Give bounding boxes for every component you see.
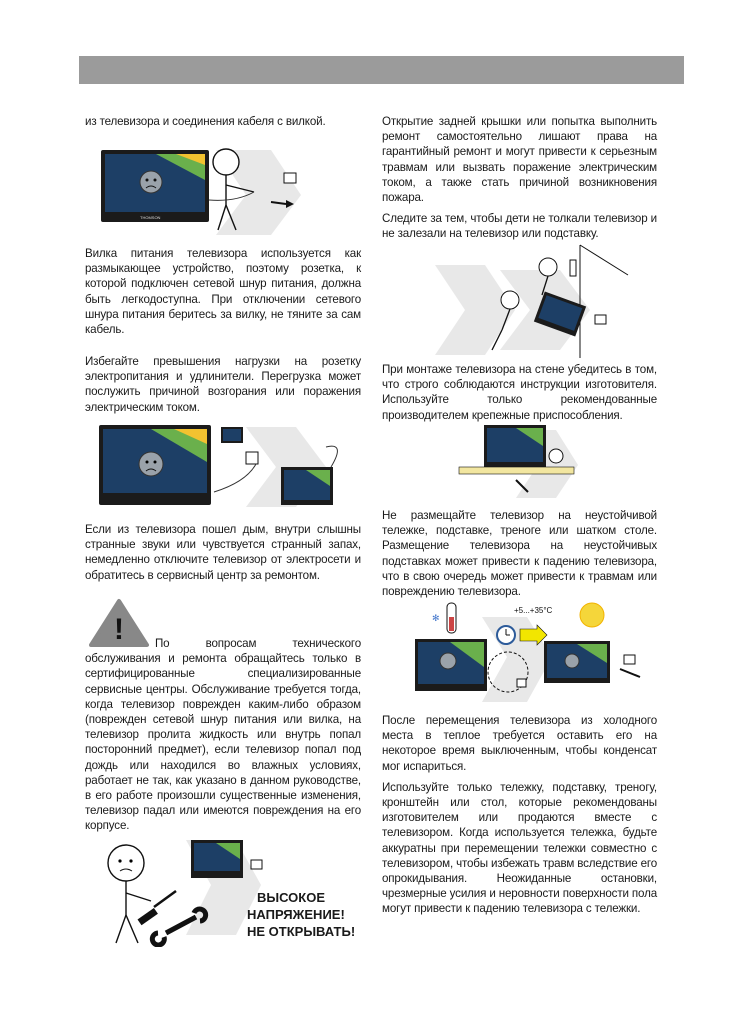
figure-unplug bbox=[96, 140, 306, 235]
left-paragraph-1: из телевизора и соединения кабеля с вилкой. bbox=[85, 115, 326, 128]
left-paragraph-2: Вилка питания телевизора используется как размыкающее устройство, поэтому розетка, к которой подключен сетевой шнур питания, должна быть легкодоступна. При отключении сетевого шнура питания беритесь за вилку, не тяните за сам кабель. bbox=[85, 247, 361, 337]
warning-line-3: НЕ ОТКРЫВАТЬ! bbox=[247, 924, 356, 939]
right-paragraph-1: Открытие задней крышки или попытка выполнить ремонт самостоятельно лишают права на гарантийный ремонт и могут привести к серьезным травмам или вызвать поражение электрическим током, а также стать причиной возникновения пожара. bbox=[382, 115, 657, 205]
right-col-block-4 bbox=[382, 508, 657, 599]
left-paragraph-5: По вопросам технического обслуживания и ремонта обращайтесь только в сертифицированные специализированные сервисные центры. Обслуживание требуется тогда, когда телевизор поврежден каким-либо образом (поврежден сетевой шнур питания или вилка, на телевизор пролита жидкость или внутрь попал посторонний предмет), если телевизор попал под дождь или находился во влажных условиях, работает не так, как указано в данном руководстве, в его работе произошли существенные изменения, телевизор падал или имеются повреждения на его корпусе. bbox=[85, 637, 361, 833]
figure-children bbox=[430, 240, 630, 358]
right-paragraph-5: После перемещения телевизора из холодного места в теплое требуется оставить его на некоторое время выключенным, чтобы конденсат мог испариться. bbox=[382, 714, 657, 773]
header-bar bbox=[79, 56, 684, 84]
left-column bbox=[85, 114, 361, 129]
warning-exclamation: ! bbox=[114, 613, 124, 646]
right-paragraph-2: Следите за тем, чтобы дети не толкали телевизор и не залезали на телевизор или подставку. bbox=[382, 212, 657, 241]
figure-overload bbox=[96, 422, 356, 512]
left-col-block-4 bbox=[85, 522, 361, 583]
temperature-label: +5...+35°C bbox=[514, 606, 553, 615]
left-paragraph-3: Избегайте превышения нагрузки на розетку электропитания и удлинители. Перегрузка может послужить причиной возгорания или поражения электрическим током. bbox=[85, 355, 361, 414]
left-col-block-3 bbox=[85, 354, 361, 415]
figure-condensation bbox=[412, 597, 652, 709]
warning-line-1: ВЫСОКОЕ bbox=[257, 890, 326, 905]
left-col-block-5 bbox=[85, 636, 361, 834]
left-col-block-2 bbox=[85, 246, 361, 337]
right-column bbox=[382, 114, 657, 242]
figure-wall-mount bbox=[456, 420, 581, 500]
snowflake-icon: ✻ bbox=[432, 613, 440, 623]
right-col-block-3 bbox=[382, 362, 657, 423]
right-paragraph-3: При монтаже телевизора на стене убедитесь в том, что строго соблюдаются инструкции изготовителя. Используйте только рекомендованные производителем крепежные приспособления. bbox=[382, 363, 657, 422]
right-paragraph-6: Используйте только тележку, подставку, треногу, кронштейн или стол, которые рекомендованы изготовителем или продаются вместе с телевизором. Когда используется тележка, будьте аккуратны при перемещении тележки совместно с телевизором, чтобы избежать травм вследствие его опрокидывания. Неожиданные остановки, чрезмерные усилия и неровности поверхности пола могут привести к падению телевизора с тележки. bbox=[382, 780, 657, 916]
right-col-block-5 bbox=[382, 713, 657, 917]
tv-brand-label: THOMSON bbox=[140, 215, 161, 220]
warning-line-2: НАПРЯЖЕНИЕ! bbox=[247, 907, 345, 922]
left-paragraph-4: Если из телевизора пошел дым, внутри слышны странные звуки или чувствуется странный запах, немедленно отключите телевизор от электросети и обратитесь в сервисный центр за ремонтом. bbox=[85, 523, 361, 582]
figure-do-not-open bbox=[96, 835, 266, 947]
high-voltage-warning bbox=[247, 889, 367, 940]
right-paragraph-4: Не размещайте телевизор на неустойчивой тележке, подставке, треноге или шатком столе. Размещение телевизора на неустойчивых подставках может привести к падению телевизора, что в свою очередь может привести к травмам или повреждению телевизора. bbox=[382, 509, 657, 599]
